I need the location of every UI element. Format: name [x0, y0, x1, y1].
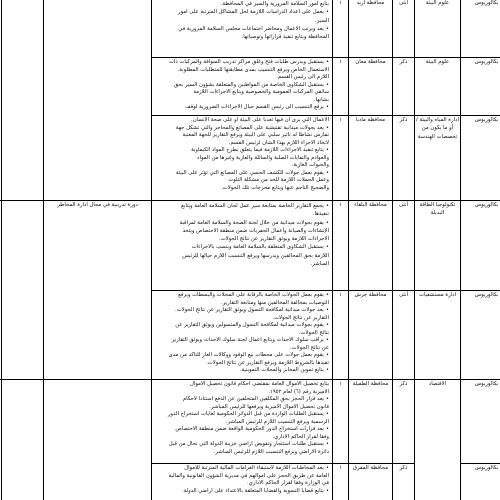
- bullets-cell: [0, 380, 2, 500]
- task-line: التوصيات بمخالفة المخالفين منها ومتابعة التقارير.: [221, 299, 329, 306]
- task-line: • يقوم بجولات ميدانية من خلال لجنة الصحة والسلامة العامة لمراقبة: [154, 219, 329, 227]
- task-line: قانون تحصيل الأموال الأميرية ويرفعها للرئيس المباشر.: [209, 403, 329, 410]
- bullet-column: [0, 201, 1, 291]
- task-line: بتابع امور السلامة المرورية والسير في المحافظة.: [220, 1, 329, 7]
- count-cell: ١: [333, 201, 349, 291]
- task-line: بشأنها.: [313, 96, 329, 103]
- task-line: يتابع تحصيل الأموال العامة بمقتضى احكام قانون تحصيل الأموال: [190, 381, 329, 387]
- bullet-icon: [0, 442, 1, 456]
- gender-cell: ذكر: [393, 464, 415, 500]
- task-line: تنفيذها.: [312, 211, 329, 218]
- task-line: • يستقبل الشكاوى المتعلقة بالسلامة العامة وينسب بالاجراءات: [154, 243, 329, 251]
- tasks-cell: [152, 291, 333, 380]
- tasks-cell: [152, 380, 333, 464]
- task-line: والضجيج الناجم عنها ويتابع مخرجات تلك الجولات.: [221, 184, 329, 191]
- task-line: • يعد المخاطبات اللازمة لاستيفاء الغرامات المالية المترتبة للأموال: [154, 465, 329, 473]
- gender-cell: ذكر: [393, 116, 415, 201]
- task-line: • يعد بجولات ميدانية تفتيشية على المصانع والمحاجر والتي تشكل جهة: [154, 125, 329, 133]
- task-line: لاتخاذ الاجراء اللازم بهذا الشأن لرئيس القسم.: [228, 139, 329, 146]
- tasks-cell: [152, 116, 333, 201]
- task-line: اللازم الى رئيس القسم.: [276, 74, 329, 80]
- count-cell: ١: [333, 464, 349, 500]
- training-note: دورة تدريبية في مجال ادارة المخاطر: [57, 202, 138, 208]
- table-row: [0, 201, 500, 291]
- degree-cell: بكالوريوس: [461, 201, 500, 291]
- specialty-cell: ادارة المياه والبيئة / أو ما يكون من تخصصات الهندسة: [415, 116, 461, 201]
- count-cell: ١: [333, 380, 349, 464]
- task-list: [152, 0, 332, 41]
- bullet-icon: [0, 249, 1, 263]
- task-line: سائقي المركبات العمومية والخصوصية ويتابع الاجراءات اللازمة: [193, 89, 329, 95]
- bullet-icon: [0, 89, 1, 103]
- governorate-cell: محافظة جرش: [349, 291, 393, 380]
- gender-cell: ذكر: [393, 58, 415, 116]
- task-line: السير.: [314, 17, 329, 24]
- governorate-cell: محافظة مادبا: [349, 116, 393, 201]
- task-line: • يعد ويرتب الاعمال ومحاضر اجتماعات مجلس السلامة المرورية في: [154, 25, 329, 33]
- task-line: وفقا لقرار الحاكم الاداري.: [272, 433, 329, 440]
- task-line: • يراقب سلوك الأحداث ويتابع أعمال لجنة سلوك الأحداث ويوثق التقارير: [154, 337, 329, 345]
- task-list: [152, 201, 332, 268]
- tasks-cell: [152, 464, 333, 500]
- task-list: [152, 116, 332, 192]
- governorate-cell: محافظة معان: [349, 58, 393, 116]
- training-cell: [44, 0, 152, 201]
- task-line: المحافظة ويتابع تنفيذ قراراتها وتوصياتها.: [241, 34, 329, 41]
- count-cell: ١: [333, 58, 349, 116]
- count-cell: ١: [333, 116, 349, 201]
- task-line: الاستعمال الخاص ويرفع التنسيب بمدى مطابقتها للمتطلبات المطلوبة.: [177, 66, 329, 73]
- gender-cell: أنثى: [393, 201, 415, 291]
- training-cell: [44, 380, 152, 500]
- governorate-cell: محافظة المفرق: [349, 464, 393, 500]
- tasks-cell: [152, 58, 333, 116]
- task-line: والحيوات الغازية.: [291, 162, 329, 168]
- bullet-icon: [0, 47, 1, 61]
- degree-cell: بكالوريوس: [461, 291, 500, 380]
- task-line: • يقوم بعمل الجولات الخاصة بالرقابة على المحلات والبسطات ويرفع: [154, 292, 329, 300]
- task-line: • يعمل على اعداد الدراسات اللازمة لحل المشاكل المترتبة على امور: [154, 8, 329, 16]
- tasks-cell: [152, 0, 333, 58]
- task-line: الإنشاءات والصيانة وأعمال الحفريات ضمن منطقة الاختصاص ويتخذ: [182, 227, 329, 234]
- task-line: الاعمال التي يرى ان فيها تعديا على البيئة او على صحة الانسان.: [191, 117, 329, 123]
- table-row: [0, 0, 500, 58]
- task-line: دائرة الأراضي ويرفع التنسيب اللازم للرئيس المباشر.: [213, 448, 329, 455]
- task-line: • يعد قرار الحجز بحق المكلفين المتخلفين عن الدفع استنادا لأحكام: [154, 396, 329, 404]
- specialty-cell: ادارة مستشفيات: [415, 291, 461, 380]
- task-line: • يتابع قضايا التسوية والقضايا المتعلقة بالاعتداء على أراضي الدولة.: [154, 488, 329, 496]
- blank-cell: [2, 201, 44, 380]
- task-line: الأميرية رقم (٦) لعام ١٩٥٢.: [268, 388, 329, 395]
- blank-cell: [2, 380, 44, 500]
- training-cell: [44, 201, 152, 380]
- bullet-column: [0, 0, 1, 103]
- degree-cell: بكالوريوس: [461, 116, 500, 201]
- task-line: اللازمة بحق المخالفين ويدرسها ويرفع التنسيب اللازم حيالها للرئيس: [182, 252, 329, 259]
- specialty-cell: الاقتصاد: [415, 380, 461, 500]
- specialty-cell: تكنولوجيا الطاقة البديلة: [415, 201, 461, 291]
- gender-cell: أنثى: [393, 0, 415, 58]
- task-list: [152, 380, 332, 456]
- bullet-icon: [0, 456, 1, 470]
- task-list: [152, 58, 332, 112]
- governorate-cell: محافظة البلقاء: [349, 201, 393, 291]
- task-line: • يستقبل الشكاوى الخاصة من المواطنين والمتعلقة بشؤون السير بحق: [154, 82, 329, 90]
- task-line: • يستقبل طلبات استئجار وتفويض أراضي خزينة الدولة التي تحال من قبل: [154, 441, 329, 449]
- bullet-icon: [0, 61, 1, 75]
- task-line: • يستقبل الطلبات الواردة من قبل الدوائر الحكومية لغايات استخراج الدور: [154, 411, 329, 419]
- task-line: التقارير عن نتائج الجولات.: [272, 314, 329, 321]
- bullet-column: [0, 380, 1, 470]
- task-line: والعوادم والنفايات الصلبة والسائلة والغازية وغيرها من المواد: [197, 154, 329, 161]
- table-row: [0, 380, 500, 464]
- task-line: • يعد قرارات استخراج الدور الحكومية الواقعة ضمن منطقة الاختصاص: [154, 426, 329, 434]
- count-cell: ١: [333, 0, 349, 58]
- bullets-cell: [0, 201, 2, 380]
- specialty-cell: علوم البيئة: [415, 58, 461, 116]
- task-line: نتائج الجولات.: [298, 329, 329, 336]
- specialty-cell: علوم البيئة: [415, 0, 461, 58]
- task-line: تمارس نشاطا له تأثير سلبي على البيئة ويرفع التقارير للجهة المعنية: [182, 132, 329, 138]
- tasks-cell: [152, 201, 333, 291]
- count-cell: ١: [333, 291, 349, 380]
- task-line: • يقوم بعمل جولات على محطات بيع الوقود ووكالات الغاز للتأكد من مدى: [154, 352, 329, 360]
- bullet-icon: [0, 75, 1, 89]
- degree-cell: بكالوريوس: [461, 464, 500, 500]
- task-list: [152, 464, 332, 495]
- bullets-cell: [0, 0, 2, 201]
- task-list: [152, 291, 332, 375]
- task-line: • يقوم بعمل جولات للكشف الحسي على المصانع التي تؤثر على البيئة: [154, 170, 329, 178]
- task-line: • يرفع التنسيب الى رئيس القسم حيال الاجراءات الضرورية لوقف: [154, 104, 329, 112]
- task-line: العامة عن طريق الحجز على أموالهم في مديرية الشؤون القانونية والمالية: [168, 472, 329, 479]
- task-line: • يتابع تنفيذ الاجراءات اللازمة فيما يتعلق بطرح المواد الكيماوية: [154, 147, 329, 155]
- governorate-cell: محافظة الطفيلة: [349, 380, 393, 464]
- task-line: • يقوم بجولات ميدانية لمكافحة التسول والمتسولين ويوثق التقارير عن: [154, 322, 329, 330]
- bullet-icon: [0, 428, 1, 442]
- task-line: • يتابع تموين المخابز والمحلات التموينية.: [154, 367, 329, 375]
- task-line: • يجمع التقارير الخاصة بمتابعة سير عمل لجان السلامة العامة ويتابع: [154, 202, 329, 210]
- gender-cell: أنثى: [393, 291, 415, 380]
- task-line: الاجراءات اللازمة ويوثق التقارير عن نتائج الجولات.: [219, 236, 329, 243]
- degree-cell: بكالوريوس: [461, 380, 500, 464]
- degree-cell: بكالوريوس: [461, 0, 500, 58]
- degree-cell: بكالوريوس: [461, 58, 500, 116]
- bullet-icon: [0, 277, 1, 291]
- task-line: وعمل الحملات اللازمة للحد من مشكلة التلوث: [228, 177, 329, 183]
- task-line: تقيدها بالشروط اللازمة ويرفع التقارير عن نتائج الجولات.: [206, 359, 329, 366]
- task-line: الرسمية ويرفع التنسيب اللازم للرئيس المباشر.: [225, 418, 329, 425]
- bullet-icon: [0, 263, 1, 277]
- task-line: عن نتائج الجولات.: [289, 344, 329, 351]
- task-line: • يعد جولات ميدانية لمكافحة التسول ويوثق التقارير عن نتائج الجولات.: [154, 307, 329, 315]
- blank-cell: [2, 0, 44, 201]
- task-line: • يستقبل ويدرس طلبات فتح وغلق مراكز تدريب السواقة والمركبات ذات: [154, 59, 329, 67]
- task-line: المباشر.: [310, 261, 329, 268]
- gender-cell: ذكر: [393, 380, 415, 464]
- governorate-cell: محافظة اربد: [349, 0, 393, 58]
- task-line: في الوزارة وفقا لقرار الحاكم الاداري.: [246, 480, 329, 486]
